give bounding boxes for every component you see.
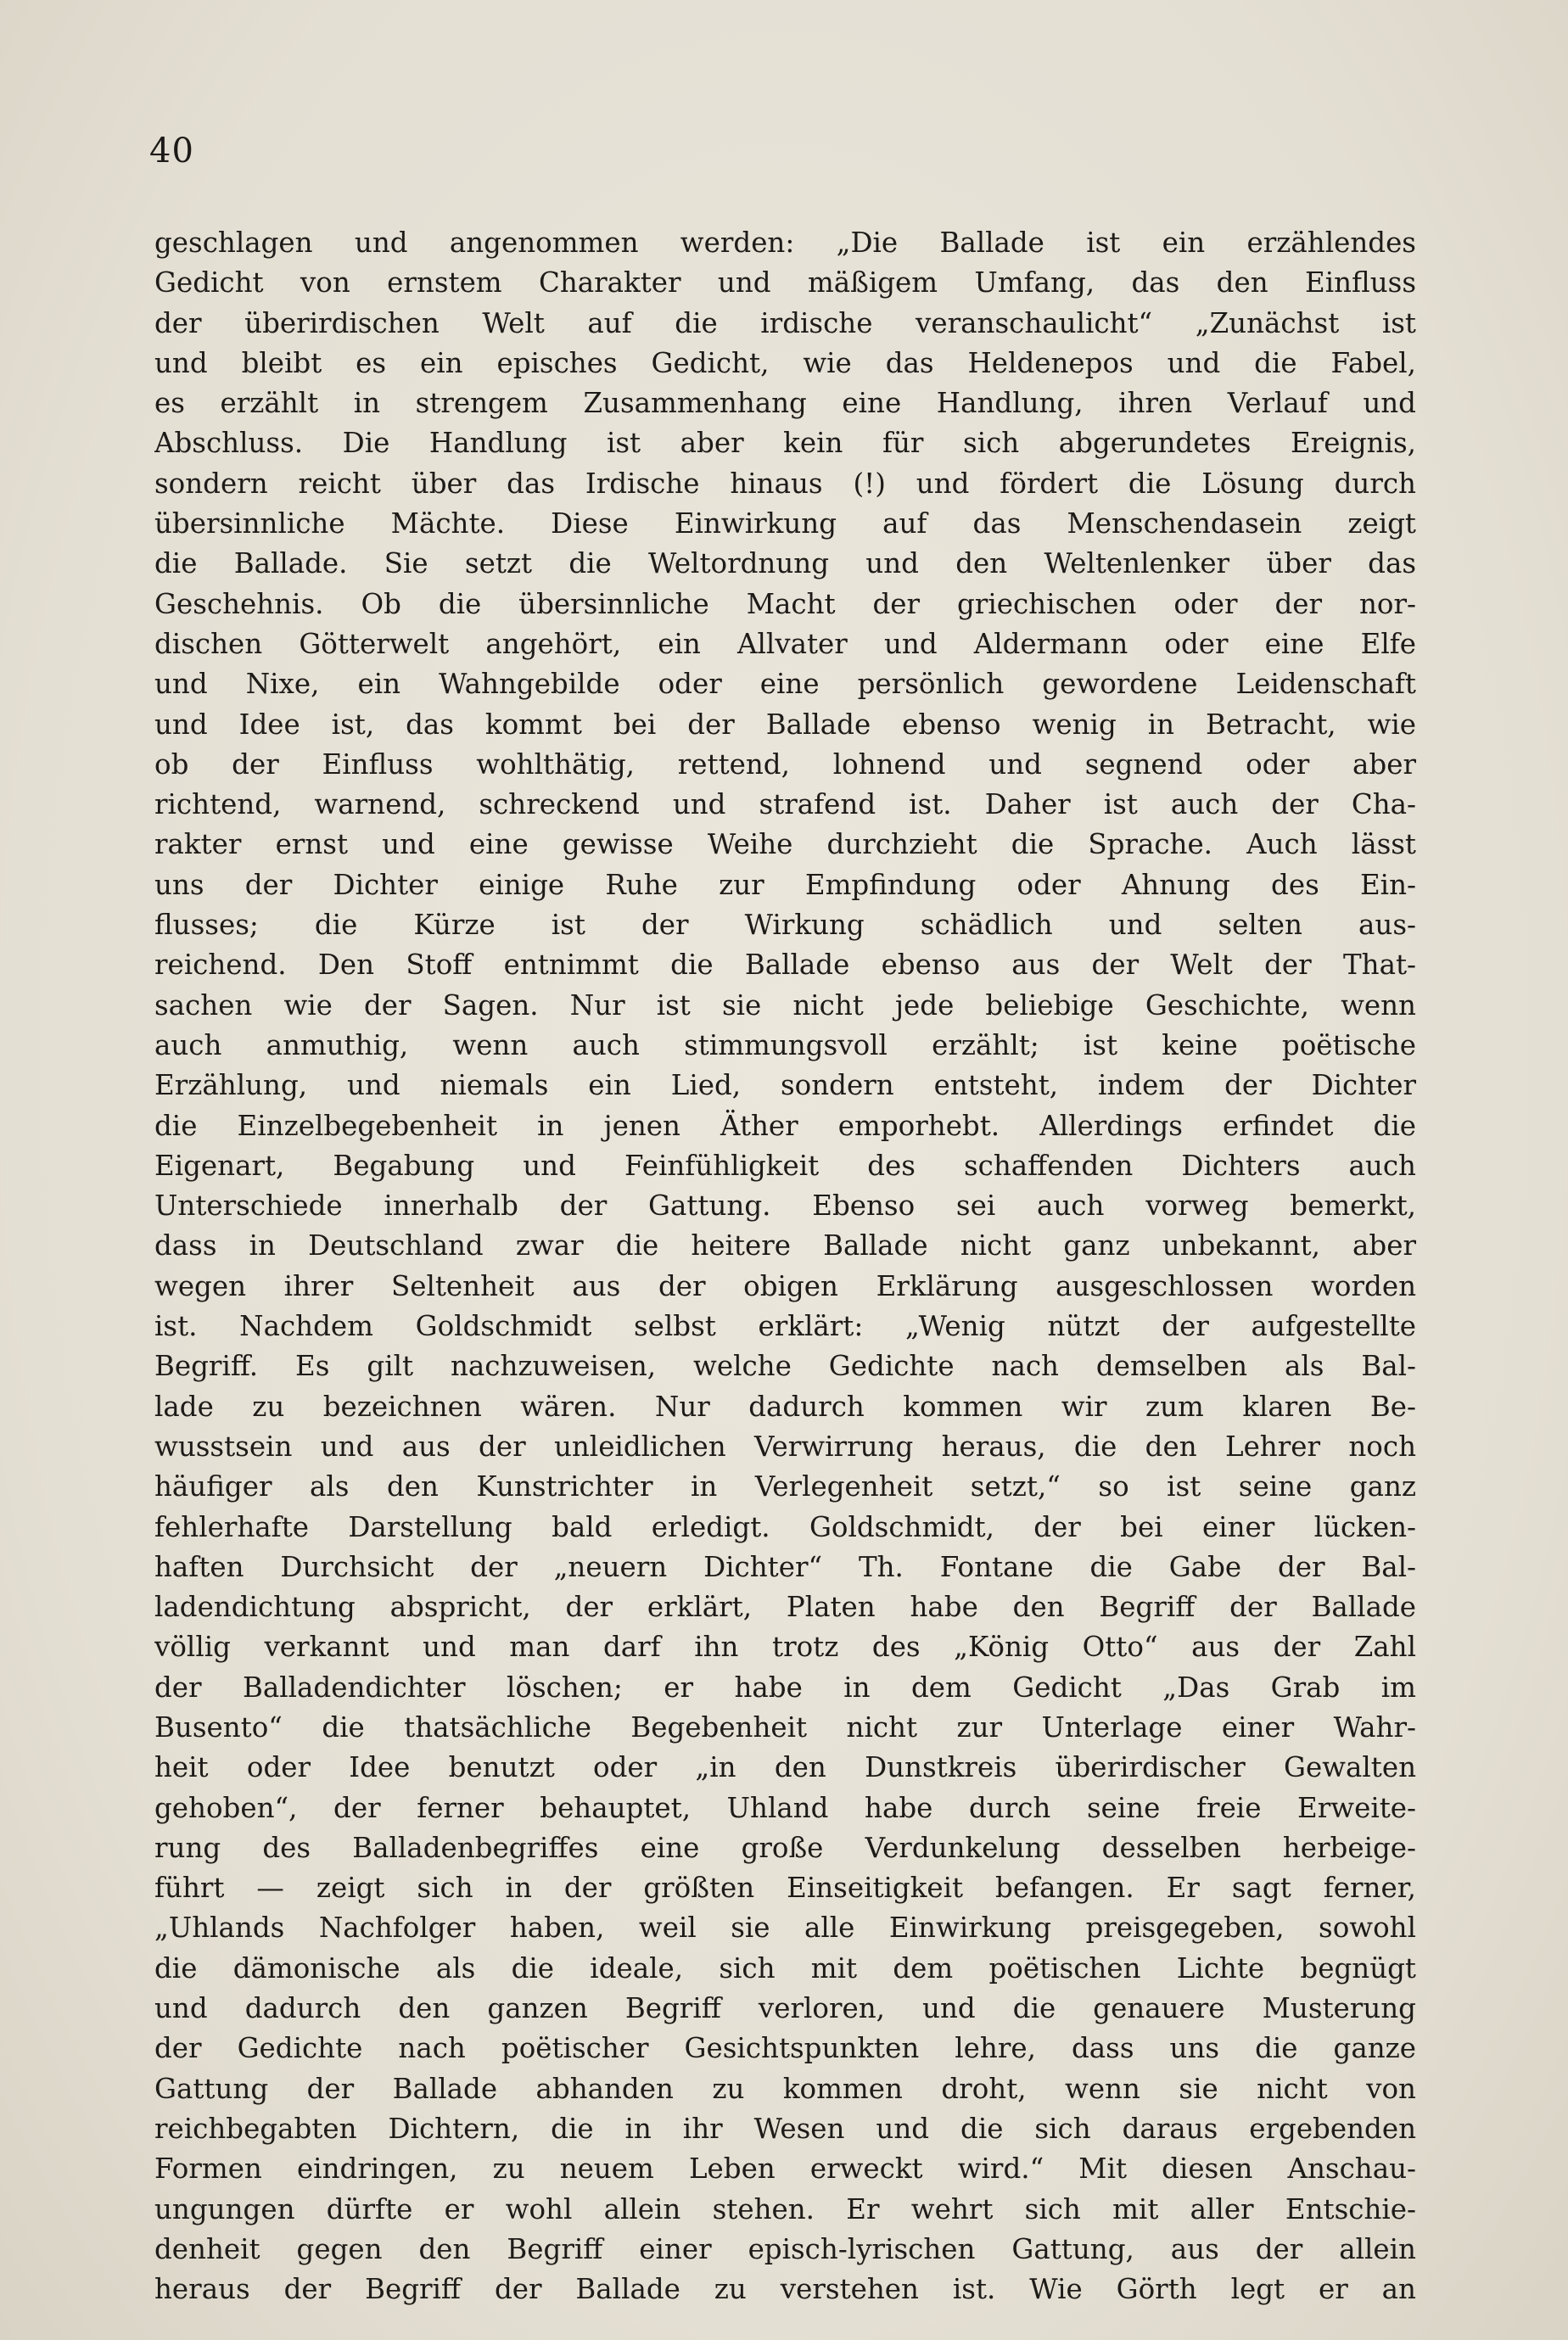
text-line: Gattung der Ballade abhanden zu kommen droht, wenn sie nicht von — [154, 2072, 1416, 2105]
page-number: 40 — [149, 132, 194, 171]
text-line: Formen eindringen, zu neuem Leben erweckt wird.“ Mit diesen Anschau- — [154, 2152, 1416, 2186]
text-line: und Idee ist, das kommt bei der Ballade ebenso wenig in Betracht, wie — [154, 708, 1416, 741]
text-line: völlig verkannt und man darf ihn trotz des „König Otto“ aus der Zahl — [154, 1631, 1416, 1664]
text-line: übersinnliche Mächte. Diese Einwirkung auf das Menschendasein zeigt — [154, 507, 1416, 540]
text-line: denheit gegen den Begriff einer episch-lyrischen Gattung, aus der allein — [154, 2232, 1416, 2265]
text-line: haften Durchsicht der „neuern Dichter“ Th. Fontane die Gabe der Bal- — [154, 1550, 1416, 1583]
text-line: Geschehnis. Ob die übersinnliche Macht der griechischen oder der nor- — [154, 587, 1416, 620]
text-line: flusses; die Kürze ist der Wirkung schädlich und selten aus- — [154, 909, 1416, 942]
text-line: heraus der Begriff der Ballade zu verstehen ist. Wie Görth legt er an — [154, 2273, 1416, 2306]
text-line: der Gedichte nach poëtischer Gesichtspunkten lehre, dass uns die ganze — [154, 2032, 1416, 2065]
text-line: und Nixe, ein Wahngebilde oder eine persönlich gewordene Leidenschaft — [154, 668, 1416, 701]
text-line: Abschluss. Die Handlung ist aber kein für sich abgerundetes Ereignis, — [154, 427, 1416, 460]
text-line: ob der Einfluss wohlthätig, rettend, lohnend und segnend oder aber — [154, 747, 1416, 781]
text-line: reichbegabten Dichtern, die in ihr Wesen und die sich daraus ergebenden — [154, 2112, 1416, 2145]
text-line: fehlerhafte Darstellung bald erledigt. Goldschmidt, der bei einer lücken- — [154, 1510, 1416, 1543]
text-line: Begriff. Es gilt nachzuweisen, welche Gedichte nach demselben als Bal- — [154, 1350, 1416, 1383]
text-line: die Ballade. Sie setzt die Weltordnung und den Weltenlenker über das — [154, 547, 1416, 580]
text-line: heit oder Idee benutzt oder „in den Dunstkreis überirdischer Gewalten — [154, 1751, 1416, 1784]
text-line: es erzählt in strengem Zusammenhang eine Handlung, ihren Verlauf und — [154, 387, 1416, 420]
text-line: Gedicht von ernstem Charakter und mäßigem Umfang, das den Einfluss — [154, 266, 1416, 299]
text-line: und dadurch den ganzen Begriff verloren, und die genauere Musterung — [154, 1992, 1416, 2025]
text-line: die dämonische als die ideale, sich mit dem poëtischen Lichte begnügt — [154, 1951, 1416, 1985]
text-line: dass in Deutschland zwar die heitere Ballade nicht ganz unbekannt, aber — [154, 1229, 1416, 1262]
text-line: sondern reicht über das Irdische hinaus (!) und fördert die Lösung durch — [154, 467, 1416, 500]
text-line: ist. Nachdem Goldschmidt selbst erklärt: „Wenig nützt der aufgestellte — [154, 1310, 1416, 1343]
text-line: Unterschiede innerhalb der Gattung. Ebenso sei auch vorweg bemerkt, — [154, 1190, 1416, 1223]
text-line: Busento“ die thatsächliche Begebenheit nicht zur Unterlage einer Wahr- — [154, 1710, 1416, 1744]
text-line: gehoben“, der ferner behauptet, Uhland habe durch seine freie Erweite- — [154, 1791, 1416, 1824]
text-line: ungungen dürfte er wohl allein stehen. Er wehrt sich mit aller Entschie- — [154, 2192, 1416, 2225]
text-line: geschlagen und angenommen werden: „Die Ballade ist ein erzählendes — [154, 227, 1416, 259]
text-line: die Einzelbegebenheit in jenen Äther emporhebt. Allerdings erfindet die — [154, 1109, 1416, 1142]
text-line: rakter ernst und eine gewisse Weihe durchzieht die Sprache. Auch lässt — [154, 828, 1416, 861]
text-line: sachen wie der Sagen. Nur ist sie nicht jede beliebige Geschichte, wenn — [154, 988, 1416, 1022]
text-line: reichend. Den Stoff entnimmt die Ballade ebenso aus der Welt der That- — [154, 949, 1416, 982]
text-line: Erzählung, und niemals ein Lied, sondern entsteht, indem der Dichter — [154, 1069, 1416, 1102]
text-line: richtend, warnend, schreckend und strafend ist. Daher ist auch der Cha- — [154, 788, 1416, 821]
text-line: führt — zeigt sich in der größten Einseitigkeit befangen. Er sagt ferner, — [154, 1872, 1416, 1905]
text-line: und bleibt es ein episches Gedicht, wie das Heldenepos und die Fabel, — [154, 346, 1416, 379]
text-line: wusstsein und aus der unleidlichen Verwirrung heraus, die den Lehrer noch — [154, 1430, 1416, 1463]
text-line: dischen Götterwelt angehört, ein Allvater und Aldermann oder eine Elfe — [154, 627, 1416, 660]
text-line: lade zu bezeichnen wären. Nur dadurch kommen wir zum klaren Be- — [154, 1390, 1416, 1423]
text-line: der Balladendichter löschen; er habe in dem Gedicht „Das Grab im — [154, 1671, 1416, 1704]
text-line: der überirdischen Welt auf die irdische veranschaulicht“ „Zunächst ist — [154, 306, 1416, 339]
body-text — [154, 223, 1416, 2309]
text-line: Eigenart, Begabung und Feinfühligkeit des schaffenden Dichters auch — [154, 1149, 1416, 1182]
text-line: auch anmuthig, wenn auch stimmungsvoll erzählt; ist keine poëtische — [154, 1028, 1416, 1061]
text-line: rung des Balladenbegriffes eine große Verdunkelung desselben herbeige- — [154, 1831, 1416, 1864]
text-line: ladendichtung abspricht, der erklärt, Platen habe den Begriff der Ballade — [154, 1591, 1416, 1624]
text-line: uns der Dichter einige Ruhe zur Empfindung oder Ahnung des Ein- — [154, 868, 1416, 901]
text-line: häufiger als den Kunstrichter in Verlegenheit setzt,“ so ist seine ganz — [154, 1470, 1416, 1503]
text-line: wegen ihrer Seltenheit aus der obigen Erklärung ausgeschlossen worden — [154, 1269, 1416, 1302]
text-line: „Uhlands Nachfolger haben, weil sie alle Einwirkung preisgegeben, sowohl — [154, 1912, 1416, 1945]
